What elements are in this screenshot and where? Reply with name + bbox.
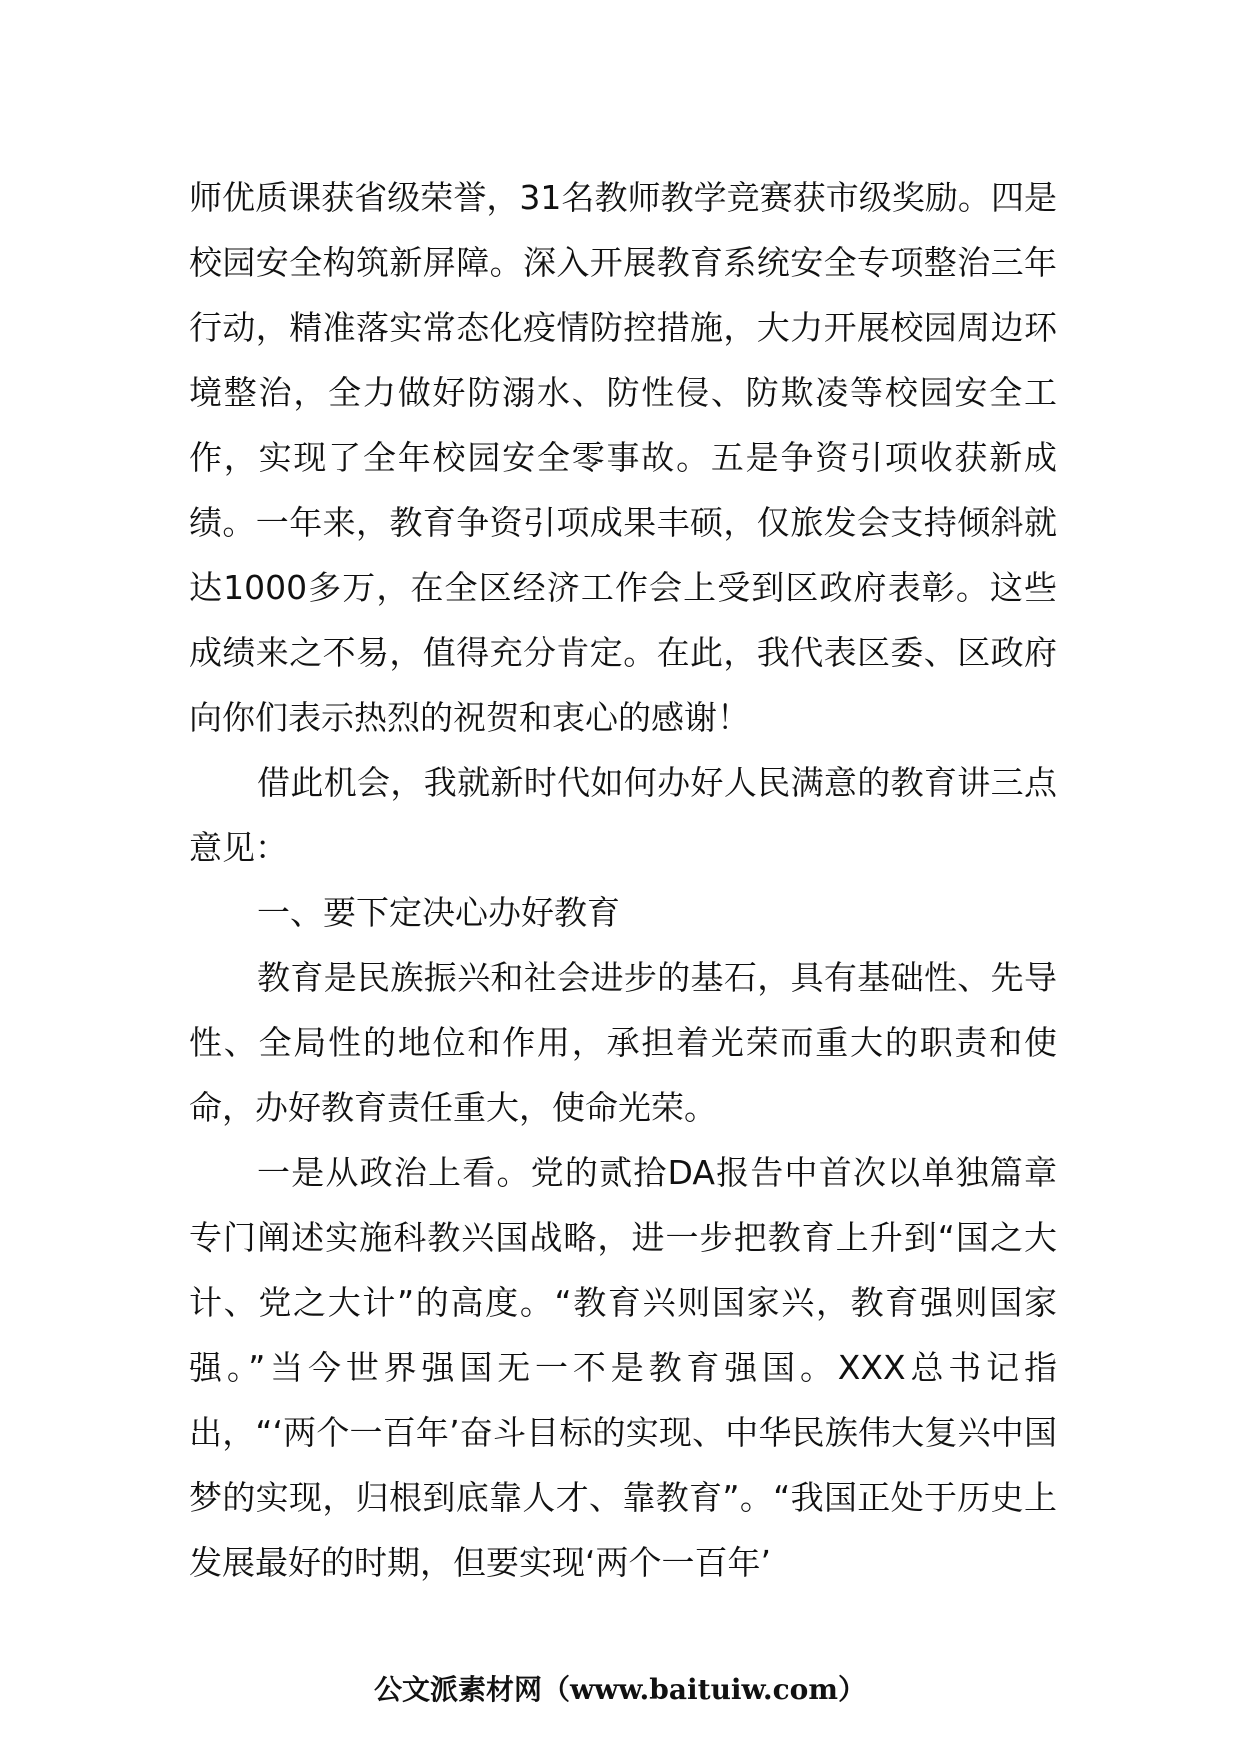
document-body <box>189 165 1057 1595</box>
page-footer-watermark: 公文派素材网（www.baituiw.com） <box>374 1673 866 1706</box>
paragraph-education-foundation: 教育是民族振兴和社会进步的基石，具有基础性、先导性、全局性的地位和作用，承担着光荣而重大的职责和使命，办好教育责任重大，使命光荣。 <box>189 958 1057 1127</box>
section-heading-1: 一、要下定决心办好教育 <box>257 893 620 932</box>
paragraph-political-view: 一是从政治上看。党的贰拾DA报告中首次以单独篇章专门阐述实施科教兴国战略，进一步把教育上升到“国之大计、党之大计”的高度。“教育兴则国家兴，教育强则国家强。”当今世界强国无一不是教育强国。XXX总书记指出，“‘两个一百年’奋斗目标的实现、中华民族伟大复兴中国梦的实现，归根到底靠人才、靠教育”。“我国正处于历史上发展最好的时期，但要实现‘两个一百年’ <box>189 1153 1057 1582</box>
paragraph-intro-opinions: 借此机会，我就新时代如何办好人民满意的教育讲三点意见： <box>189 763 1057 867</box>
paragraph-achievements: 师优质课获省级荣誉，31名教师教学竞赛获市级奖励。四是校园安全构筑新屏障。深入开展教育系统安全专项整治三年行动，精准落实常态化疫情防控措施，大力开展校园周边环境整治，全力做好防溺水、防性侵、防欺凌等校园安全工作，实现了全年校园安全零事故。五是争资引项收获新成绩。一年来，教育争资引项成果丰硕，仅旅发会支持倾斜就达1000多万，在全区经济工作会上受到区政府表彰。这些成绩来之不易，值得充分肯定。在此，我代表区委、区政府向你们表示热烈的祝贺和衷心的感谢！ <box>189 178 1057 737</box>
